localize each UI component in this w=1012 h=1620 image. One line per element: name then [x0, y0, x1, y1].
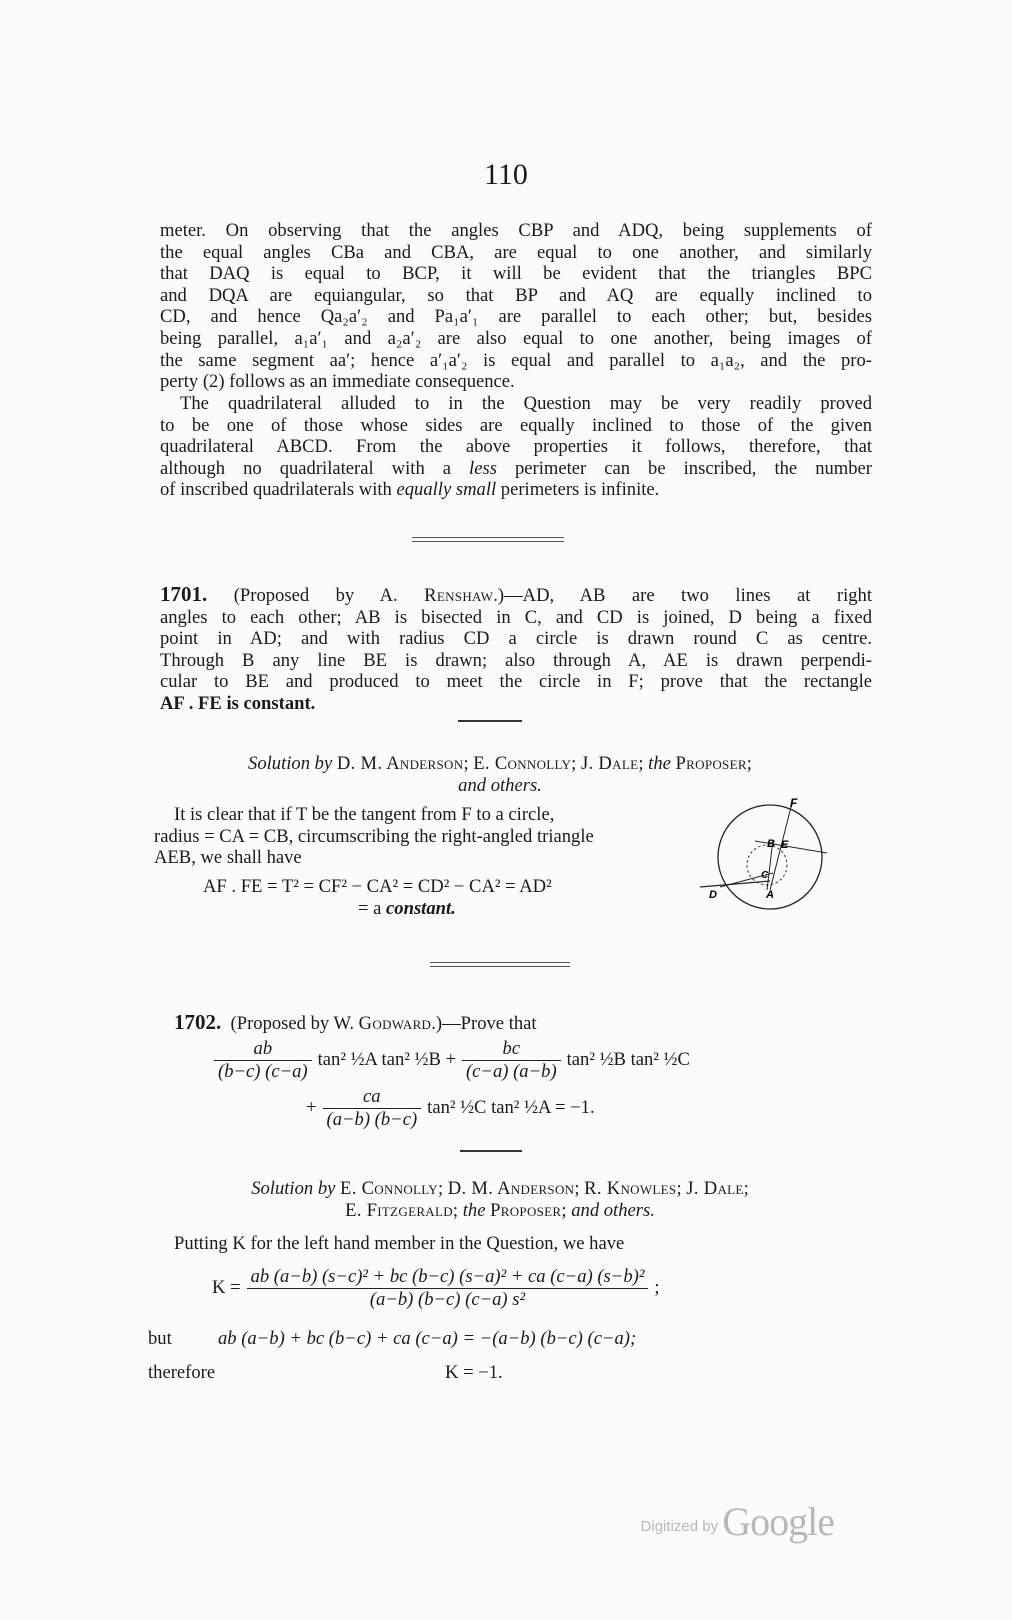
text-line: perty (2) follows as an immediate consequence.: [160, 371, 515, 393]
text-line: radius = CA = CB, circumscribing the right-angled triangle: [154, 825, 594, 847]
figure-label-d: D: [709, 889, 717, 901]
solution-1701-heading: Solution by D. M. Anderson; E. Connolly; J. Dale; the Proposer; and others.: [248, 753, 752, 796]
fraction: $\frac{\text{ab (a−b) (s−c)² + bc (b−c) (s−a)² + ca (c−a) (s−b)²}}{\text{(a−b) (b−c) (c−a) s²}}$: [247, 1266, 649, 1311]
but-label: but: [148, 1328, 172, 1349]
equation-k: K = $\frac{\text{ab (a−b) (s−c)² + bc (b−c) (s−a)² + ca (c−a) (s−b)²}}{\text{(a−b) (b−c) (c−a) s²}}$ ;: [212, 1266, 660, 1310]
equation-constant: = a constant.: [358, 898, 456, 919]
text-line: and DQA are equiangular, so that BP and AQ are equally inclined to: [160, 284, 872, 306]
question-1701: [160, 584, 872, 715]
figure-label-f: F: [790, 796, 798, 810]
text-line: that DAQ is equal to BCP, it will be evident that the triangles BPC: [160, 263, 872, 285]
text-line: point in AD; and with radius CD a circle is drawn round C as centre.: [160, 628, 872, 650]
short-rule: [460, 1150, 522, 1152]
text-line: AF . FE is constant.: [160, 692, 316, 714]
text-line: the equal angles CBa and CBA, are equal to one another, and similarly: [160, 241, 872, 263]
question-number: 1701.: [160, 582, 208, 606]
quadrilateral-paragraph: [160, 393, 872, 501]
text-line: quadrilateral ABCD. From the above properties it follows, therefore, that: [160, 436, 872, 458]
page-number: 110: [484, 158, 528, 191]
equation-result: K = −1.: [445, 1362, 503, 1383]
google-watermark: Digitized by Google: [640, 1499, 834, 1544]
equation-line-1: $\frac{ab}{(b-c) (c-a)}$ tan² ½A tan² ½B + $\frac{bc}{(c-a) (a-b)}$ tan² ½B tan² ½C: [208, 1038, 690, 1083]
figure-label-b: B: [767, 838, 775, 850]
text-line: being parallel, a₁a′₁ and a₂a′₂ are also equal to one another, being images of: [160, 327, 872, 349]
therefore-label: therefore: [148, 1362, 216, 1383]
section-divider: [412, 537, 564, 542]
text-line: angles to each other; AB is bisected in C, and CD is joined, D being a fixed: [160, 606, 872, 628]
continuation-paragraph: [160, 220, 872, 393]
text-line: Through B any line BE is drawn; also through A, AE is drawn perpendi-: [160, 649, 872, 671]
solution-1702-heading: Solution by E. Connolly; D. M. Anderson; R. Knowles; J. Dale; E. Fitzgerald; the Proposer; and others.: [251, 1178, 749, 1221]
text-line: meter. On observing that the angles CBP and ADQ, being supplements of: [160, 220, 872, 241]
equation-but: ab (a−b) + bc (b−c) + ca (c−a) = −(a−b) (b−c) (c−a);: [218, 1328, 637, 1349]
figure-label-e: E: [781, 839, 789, 851]
figure-label-a: A: [766, 889, 774, 901]
figure-label-c: C: [761, 870, 769, 881]
solution-1701-text: [154, 804, 594, 869]
text-line: cular to BE and produced to meet the circle in F; prove that the rectangle: [160, 671, 872, 693]
text-line: to be one of those whose sides are equally inclined to those of the given: [160, 414, 872, 436]
fraction: $\frac{ca}{(a-b) (b-c)}$: [323, 1086, 422, 1131]
equation-af-fe: AF . FE = T² = CF² − CA² = CD² − CA² = AD²: [203, 876, 552, 897]
equation-line-2: + $\frac{ca}{(a-b) (b-c)}$ tan² ½C tan² ½A = −1.: [306, 1086, 595, 1130]
circle-figure: [695, 795, 835, 915]
text-line: AEB, we shall have: [154, 847, 302, 869]
text-line: It is clear that if T be the tangent from F to a circle,: [174, 804, 555, 825]
question-heading: 1701. (Proposed by A. Renshaw.)—AD, AB are two lines at right: [160, 582, 872, 606]
question-number: 1702.: [174, 1010, 222, 1034]
question-1702-heading: 1702. (Proposed by W. Godward.)—Prove that: [174, 1010, 537, 1034]
text-line: CD, and hence Qa₂a′₂ and Pa₁a′₁ are parallel to each other; but, besides: [160, 306, 872, 328]
short-rule: [458, 720, 522, 722]
text-line: although no quadrilateral with a less perimeter can be inscribed, the number: [160, 457, 872, 479]
text-line: of inscribed quadrilaterals with equally small perimeters is infinite.: [160, 479, 660, 501]
fraction: $\frac{ab}{(b-c) (c-a)}$: [214, 1038, 312, 1083]
text-line: The quadrilateral alluded to in the Question may be very readily proved: [180, 393, 872, 414]
fraction: $\frac{bc}{(c-a) (a-b)}$: [462, 1038, 561, 1083]
section-divider: [430, 962, 570, 967]
putting-k-text: Putting K for the left hand member in the Question, we have: [174, 1233, 625, 1254]
text-line: the same segment aa′; hence a′₁a′₂ is equal and parallel to a₁a₂, and the pro-: [160, 349, 872, 371]
